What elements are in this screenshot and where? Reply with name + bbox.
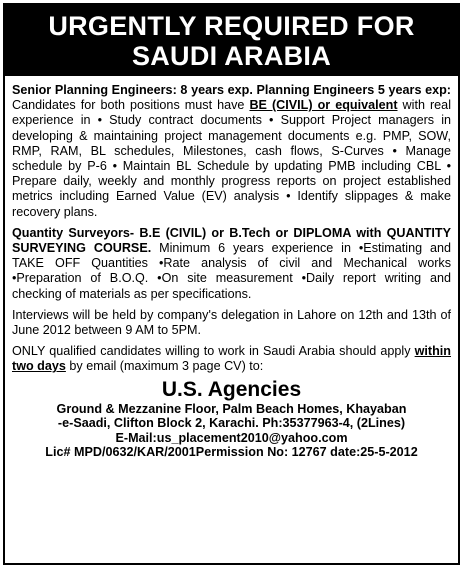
quantity-surveyors-section xyxy=(12,226,451,302)
email-label: E-Mail: xyxy=(115,430,157,445)
apply-deadline: within two days xyxy=(12,344,451,374)
email-address: us_placement2010@yahoo.com xyxy=(156,430,348,445)
qs-text: Minimum 6 years experience in •Estimating and TAKE OFF Quantities •Rate analysis of civil and Mechanical works •Preparation of B.O.Q. •On site measurement •Daily report writing and checking of materials as per specifications. xyxy=(12,241,451,301)
planning-text-a: Candidates for both positions must have xyxy=(12,98,250,113)
planning-text-b: with real experience in • Study contract documents • Support Project managers in developing & maintaining project management documents e.g. PMP, SOW, RMP, RAM, BL schedules, Milestones, cash flows, S-Curves • Manage schedule by P-6 • Maintain BL Schedule by updating PMB including CBL • Prepare daily, weekly and monthly progress reports on project established metrics including Earned Value (EV) analysis • Identify slippages & make recovery plans. xyxy=(12,98,451,219)
interview-notice: Interviews will be held by company's delegation in Lahore on 12th and 13th of June 2012 between 9 AM to 5PM. xyxy=(12,307,451,338)
apply-text-b: by email (maximum 3 page CV) to: xyxy=(65,359,264,374)
ad-body xyxy=(5,76,458,460)
headline-banner xyxy=(5,5,458,76)
headline-line-2: SAUDI ARABIA xyxy=(131,41,332,71)
job-advertisement xyxy=(3,3,460,565)
headline-line-1: URGENTLY REQUIRED FOR xyxy=(48,11,415,41)
planning-qualification: BE (CIVIL) or equivalent xyxy=(249,98,398,113)
qs-title: Quantity Surveyors- B.E (CIVIL) or B.Tech or DIPLOMA with QUANTITY SURVEYING COURSE. xyxy=(12,225,451,256)
planning-engineers-title: Planning Engineers 5 years exp: xyxy=(256,83,451,97)
agency-address-line-2: -e-Saadi, Clifton Block 2, Karachi. Ph:35377963-4, (2Lines) xyxy=(57,416,406,431)
planning-engineers-section xyxy=(12,83,451,220)
agency-name: U.S. Agencies xyxy=(161,377,302,401)
agency-address-line-1: Ground & Mezzanine Floor, Palm Beach Homes, Khayaban xyxy=(56,401,407,416)
senior-planning-title: Senior Planning Engineers: 8 years exp. xyxy=(12,83,253,97)
agency-email-line xyxy=(12,431,451,446)
license-line: Lic# MPD/0632/KAR/2001Permission No: 12767 date:25-5-2012 xyxy=(45,445,418,460)
apply-instructions xyxy=(12,344,451,374)
apply-text-a: ONLY qualified candidates willing to work in Saudi Arabia should apply xyxy=(12,344,415,359)
